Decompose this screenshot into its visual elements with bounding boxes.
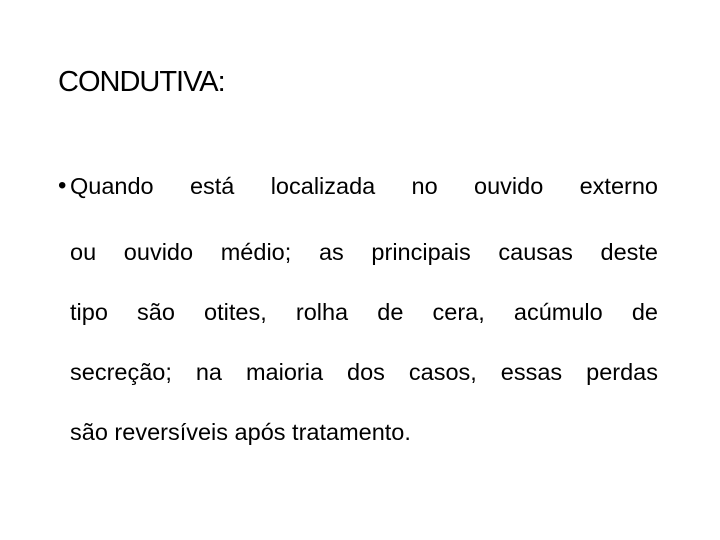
slide-title: CONDUTIVA: [58,66,225,98]
bullet-text-line: Quando está localizada no ouvido externo [70,173,658,199]
bullet-text-line: secreção; na maioria dos casos, essas perdas [70,359,658,385]
bullet-text-line: ou ouvido médio; as principais causas deste [70,239,658,265]
bullet-text-line: são reversíveis após tratamento. [70,419,411,445]
bullet-text-line: tipo são otites, rolha de cera, acúmulo de [70,299,658,325]
bullet-item [58,162,658,462]
slide-body [58,162,658,462]
bullet-icon: • [58,172,67,199]
